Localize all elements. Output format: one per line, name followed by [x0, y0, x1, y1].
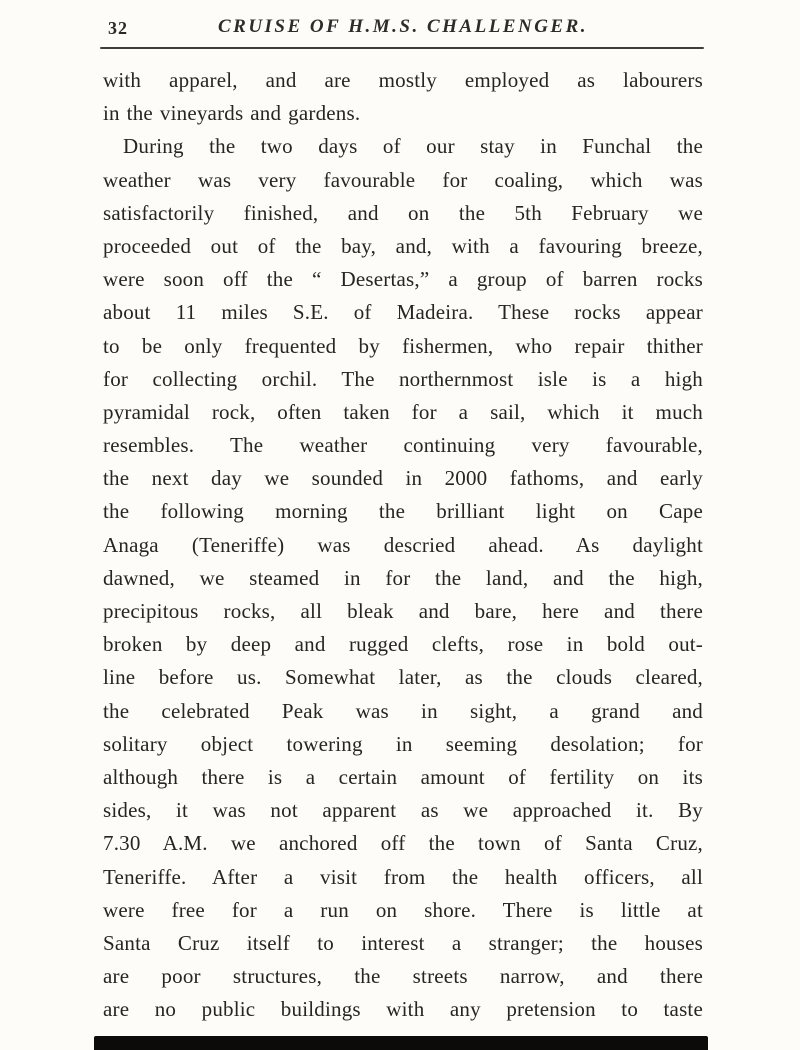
- text-line: the next day we sounded in 2000 fathoms, and early: [103, 466, 703, 491]
- paragraph: [103, 130, 703, 1026]
- page-body: [103, 64, 703, 1026]
- text-line: in the vineyards and gardens.: [103, 101, 361, 126]
- text-line: are poor structures, the streets narrow, and there: [103, 964, 703, 989]
- text-line: 7.30 A.M. we anchored off the town of Santa Cruz,: [103, 831, 703, 856]
- text-line: satisfactorily finished, and on the 5th February we: [103, 200, 703, 225]
- text-line: line before us. Somewhat later, as the clouds cleared,: [103, 665, 703, 690]
- text-line: for collecting orchil. The northernmost isle is a high: [103, 366, 703, 391]
- text-line: about 11 miles S.E. of Madeira. These rocks appear: [103, 300, 703, 325]
- text-line: Anaga (Teneriffe) was descried ahead. As daylight: [103, 532, 703, 557]
- text-line: Santa Cruz itself to interest a stranger; the houses: [103, 930, 703, 955]
- scan-edge-bar: [94, 1036, 708, 1050]
- text-line: broken by deep and rugged clefts, rose in bold out-: [103, 632, 703, 657]
- text-line: were free for a run on shore. There is little at: [103, 897, 703, 922]
- page-number: 32: [108, 18, 128, 38]
- text-line: are no public buildings with any pretension to taste: [103, 997, 703, 1022]
- text-line: pyramidal rock, often taken for a sail, which it much: [103, 399, 703, 424]
- running-title: CRUISE OF H.M.S. CHALLENGER.: [217, 16, 589, 37]
- paragraph: [103, 64, 703, 130]
- text-line: the celebrated Peak was in sight, a grand and: [103, 698, 703, 723]
- text-line: solitary object towering in seeming desolation; for: [103, 731, 703, 756]
- text-line: Teneriffe. After a visit from the health officers, all: [103, 864, 703, 889]
- text-line: During the two days of our stay in Funchal the: [123, 134, 703, 159]
- text-line: although there is a certain amount of fertility on its: [103, 764, 703, 789]
- text-line: precipitous rocks, all bleak and bare, here and there: [103, 599, 703, 623]
- text-line: were soon off the “ Desertas,” a group of barren rocks: [103, 267, 703, 292]
- text-line: resembles. The weather continuing very favourable,: [103, 433, 703, 458]
- text-line: to be only frequented by fishermen, who repair thither: [103, 333, 703, 358]
- text-line: weather was very favourable for coaling, which was: [103, 167, 703, 192]
- text-line: dawned, we steamed in for the land, and the high,: [103, 565, 703, 590]
- page-header: [100, 12, 706, 44]
- text-line: the following morning the brilliant light on Cape: [103, 499, 703, 524]
- text-line: proceeded out of the bay, and, with a favouring breeze,: [103, 233, 703, 258]
- header-rule: [100, 47, 704, 49]
- text-line: with apparel, and are mostly employed as labourers: [103, 68, 703, 92]
- text-line: sides, it was not apparent as we approached it. By: [103, 798, 703, 823]
